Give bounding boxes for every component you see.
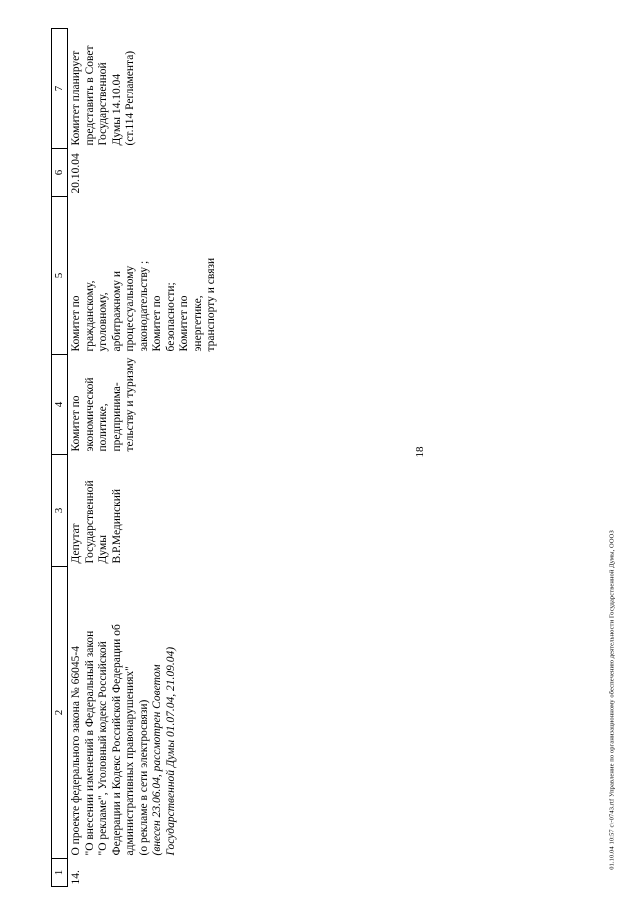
coexec-line: Комитет по <box>70 295 82 352</box>
note <box>68 29 219 149</box>
bill-subject-line: (о рекламе в сети электросвязи) <box>137 699 150 856</box>
bill-author <box>68 455 219 567</box>
note-line: Комитет планирует <box>70 50 82 146</box>
note-line: Государственной <box>97 62 109 146</box>
co-executor-committees <box>68 197 219 355</box>
coexec-line: Комитет по <box>151 295 163 352</box>
author-line: Государственной <box>83 480 96 564</box>
table-row <box>68 29 219 887</box>
coexec-line: процессуальному <box>124 265 136 352</box>
col-header-3: 3 <box>52 455 68 567</box>
bill-history-line: (внесен 23.06.04, рассмотрен Советом <box>151 664 163 856</box>
author-line: В.Р.Мединский <box>110 488 123 564</box>
committee-line: политике, <box>97 403 109 452</box>
header-row <box>52 29 68 887</box>
coexec-line: энергетике, <box>191 295 204 352</box>
col-header-2: 2 <box>52 567 68 859</box>
row-number: 14. <box>70 870 82 885</box>
committee-line: предпринима- <box>110 382 123 452</box>
responsible-committee <box>68 355 219 455</box>
note-line: (ст.114 Регламента) <box>124 50 136 146</box>
coexec-line: арбитражному и <box>110 270 123 352</box>
deadline-date: 20.10.04 <box>70 153 82 194</box>
bill-title-line: Федерации и Кодекс Российской Федерации об <box>110 624 123 856</box>
footer-text: 01.10.04 10:57 c\-0743.rtf Управление по организационному обеспечению деятельности Государственной Думы, ОООЗ <box>608 530 616 870</box>
coexec-line: Комитет по <box>178 295 190 352</box>
bill-title-line: О проекте федерального закона № 66045-4 <box>70 646 82 856</box>
coexec-line: уголовному, <box>97 292 109 352</box>
author-line: Депутат <box>70 523 82 564</box>
author-line: Думы <box>97 535 109 564</box>
col-header-6: 6 <box>52 149 68 197</box>
committee-line: тельству и туризму <box>124 357 136 452</box>
col-header-4: 4 <box>52 355 68 455</box>
coexec-line: безопасности; <box>164 282 177 352</box>
bill-title-line: "О внесении изменений в Федеральный закон <box>83 630 96 856</box>
coexec-line: гражданскому, <box>83 280 96 352</box>
col-header-7: 7 <box>52 29 68 149</box>
coexec-line: транспорту и связи <box>205 257 217 352</box>
committee-line: экономической <box>83 377 96 452</box>
committee-line: Комитет по <box>70 395 82 452</box>
bill-title-line: "О рекламе", Уголовный кодекс Российской <box>97 641 109 856</box>
bill-title-line: административных правонарушениях" <box>124 666 136 856</box>
note-line: представить в Совет <box>83 45 96 146</box>
bill-history-line: Государственной Думы 01.07.04, 21.09.04) <box>164 646 177 856</box>
col-header-1: 1 <box>52 859 68 887</box>
bills-table <box>51 28 219 887</box>
bills-table-wrapper <box>51 29 611 887</box>
bill-description <box>68 567 219 859</box>
note-line: Думы 14.10.04 <box>110 73 123 146</box>
col-header-5: 5 <box>52 197 68 355</box>
coexec-line: законодательству ; <box>137 260 150 352</box>
page-number: 18 <box>414 446 426 458</box>
